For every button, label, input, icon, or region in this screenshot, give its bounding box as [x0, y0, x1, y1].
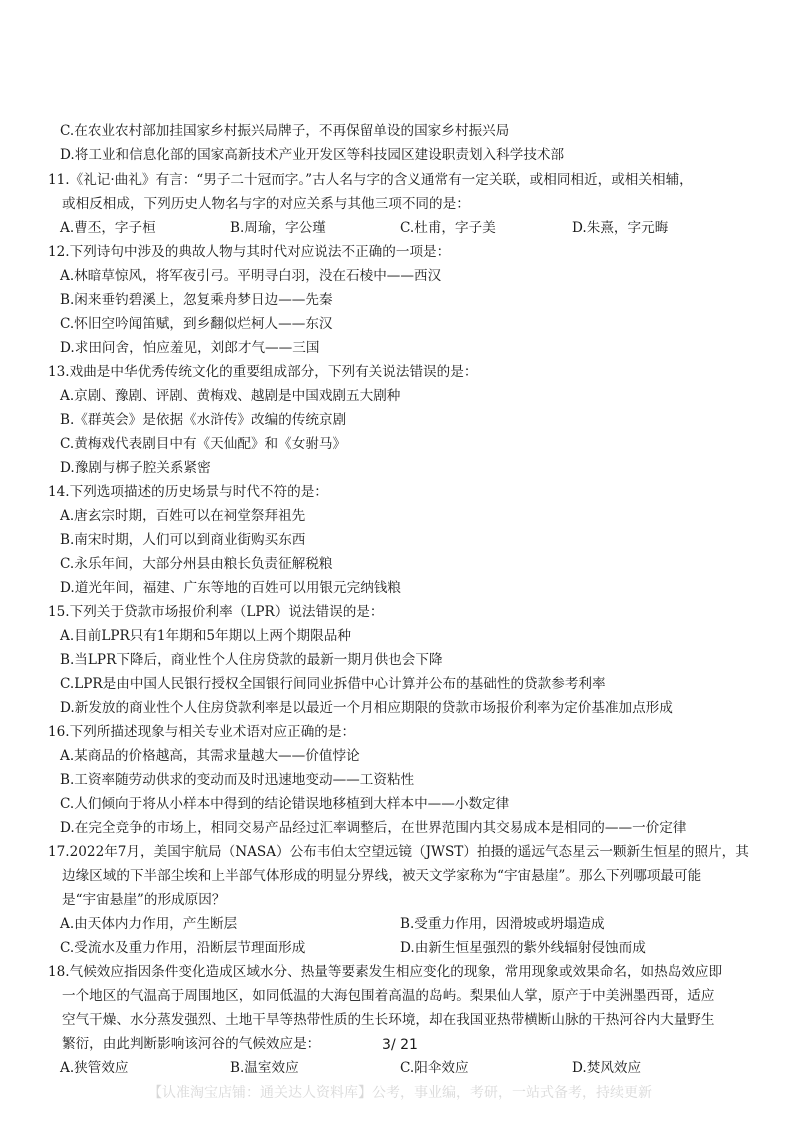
option-line: B.当LPR下降后，商业性个人住房贷款的最新一期月供也会下降	[60, 652, 443, 668]
option-line: C.LPR是由中国人民银行授权全国银行间同业拆借中心计算并公布的基础性的贷款参考利率	[60, 676, 606, 692]
option-line: D.道光年间，福建、广东等地的百姓可以用银元完纳钱粮	[60, 580, 401, 596]
q17-option-a: A.由天体内力作用，产生断层	[60, 916, 238, 932]
q17-option-d: D.由新生恒星强烈的紫外线辐射侵蚀而成	[400, 940, 646, 956]
option-line: A.目前LPR只有1年期和5年期以上两个期限品种	[60, 628, 351, 644]
q11-option-b: B.周瑜，字公瑾	[230, 220, 326, 236]
q18-option-d: D.焚风效应	[572, 1060, 642, 1076]
option-line: B.闲来垂钓碧溪上，忽复乘舟梦日边——先秦	[60, 292, 333, 308]
option-line: B.工资率随劳动供求的变动而及时迅速地变动——工资粘性	[60, 772, 415, 788]
option-line: A.唐玄宗时期，百姓可以在祠堂祭拜祖先	[60, 508, 306, 524]
option-line: B.《群英会》是依据《水浒传》改编的传统京剧	[60, 412, 347, 428]
option-line: D.豫剧与梆子腔关系紧密	[60, 460, 211, 476]
option-line: C.怀旧空吟闻笛赋，到乡翻似烂柯人——东汉	[60, 316, 333, 332]
option-line: C.人们倾向于将从小样本中得到的结论错误地移植到大样本中——小数定律	[60, 796, 510, 812]
question-stem-continued: 空气干燥、水分蒸发强烈、土地干旱等热带性质的生长环境，却在我国亚热带横断山脉的干热河谷内大量野生	[62, 1012, 715, 1028]
q11-option-c: C.杜甫，字子美	[400, 220, 496, 236]
question-stem: 13.戏曲是中华优秀传统文化的重要组成部分，下列有关说法错误的是：	[48, 364, 478, 380]
watermark-footer	[0, 1082, 800, 1105]
option-line: A.京剧、豫剧、评剧、黄梅戏、越剧是中国戏剧五大剧种	[60, 388, 401, 404]
option-line: B.南宋时期，人们可以到商业街购买东西	[60, 532, 306, 548]
q11-option-a: A.曹丕，字子桓	[60, 220, 156, 236]
q17-option-c: C.受流水及重力作用，沿断层节理面形成	[60, 940, 306, 956]
question-stem-continued: 或相反相成，下列历史人物名与字的对应关系与其他三项不同的是：	[62, 196, 470, 212]
question-stem-continued: 繁衍，由此判断影响该河谷的气候效应是：	[62, 1036, 321, 1052]
option-line: C.黄梅戏代表剧目中有《天仙配》和《女驸马》	[60, 436, 347, 452]
option-line: D.新发放的商业性个人住房贷款利率是以最近一个月相应期限的贷款市场报价利率为定价基准加点形成	[60, 700, 673, 716]
option-line: A.某商品的价格越高，其需求量越大——价值悖论	[60, 748, 360, 764]
q18-option-a: A.狭管效应	[60, 1060, 129, 1076]
question-stem: 18.气候效应指因条件变化造成区域水分、热量等要素发生相应变化的现象，常用现象或效果命名，如热岛效应即	[48, 964, 723, 980]
footer-text: 【认准淘宝店铺：通关达人资料库】公考，事业编，考研，一站式备考，持续更新	[148, 1085, 652, 1101]
question-stem: 16.下列所描述现象与相关专业术语对应正确的是：	[48, 724, 356, 740]
question-stem: 14.下列选项描述的历史场景与时代不符的是：	[48, 484, 328, 500]
question-stem: 17.2022年7月，美国宇航局（NASA）公布韦伯太空望远镜（JWST）拍摄的遥远气态星云一颗新生恒星的照片，其	[48, 844, 749, 860]
q17-option-b: B.受重力作用，因滑坡或坍塌造成	[400, 916, 605, 932]
question-stem-continued: 边缘区域的下半部尘埃和上半部气体形成的明显分界线，被天文学家称为“宇宙悬崖”。那么下列哪项最可能	[62, 868, 702, 884]
page-number-text: 3/ 21	[382, 1037, 418, 1053]
option-line: D.在完全竞争的市场上，相同交易产品经过汇率调整后，在世界范围内其交易成本是相同的——一价定律	[60, 820, 687, 836]
question-stem-continued: 一个地区的气温高于周围地区，如同低温的大海包围着高温的岛屿。梨果仙人掌，原产于中美洲墨西哥，适应	[62, 988, 715, 1004]
q18-option-c: C.阳伞效应	[400, 1060, 469, 1076]
option-line: C.在农业农村部加挂国家乡村振兴局牌子，不再保留单设的国家乡村振兴局	[60, 123, 510, 139]
page-number	[0, 1034, 800, 1057]
option-line: A.林暗草惊风，将军夜引弓。平明寻白羽，没在石棱中——西汉	[60, 268, 442, 284]
question-stem: 12.下列诗句中涉及的典故人物与其时代对应说法不正确的一项是：	[48, 244, 451, 260]
q18-option-b: B.温室效应	[230, 1060, 299, 1076]
question-stem: 11.《礼记·曲礼》有言：“男子二十冠而字。”古人名与字的含义通常有一定关联，或相同相近，或相关相辅，	[48, 172, 693, 188]
q11-option-d: D.朱熹，字元晦	[572, 220, 669, 236]
option-line: C.永乐年间，大部分州县由粮长负责征解税粮	[60, 556, 333, 572]
question-stem-continued: 是“宇宙悬崖”的形成原因？	[62, 892, 226, 908]
option-line: D.求田问舍，怕应羞见，刘郎才气——三国	[60, 340, 320, 356]
option-line: D.将工业和信息化部的国家高新技术产业开发区等科技园区建设职责划入科学技术部	[60, 147, 565, 163]
question-stem: 15.下列关于贷款市场报价利率（LPR）说法错误的是：	[48, 604, 384, 620]
